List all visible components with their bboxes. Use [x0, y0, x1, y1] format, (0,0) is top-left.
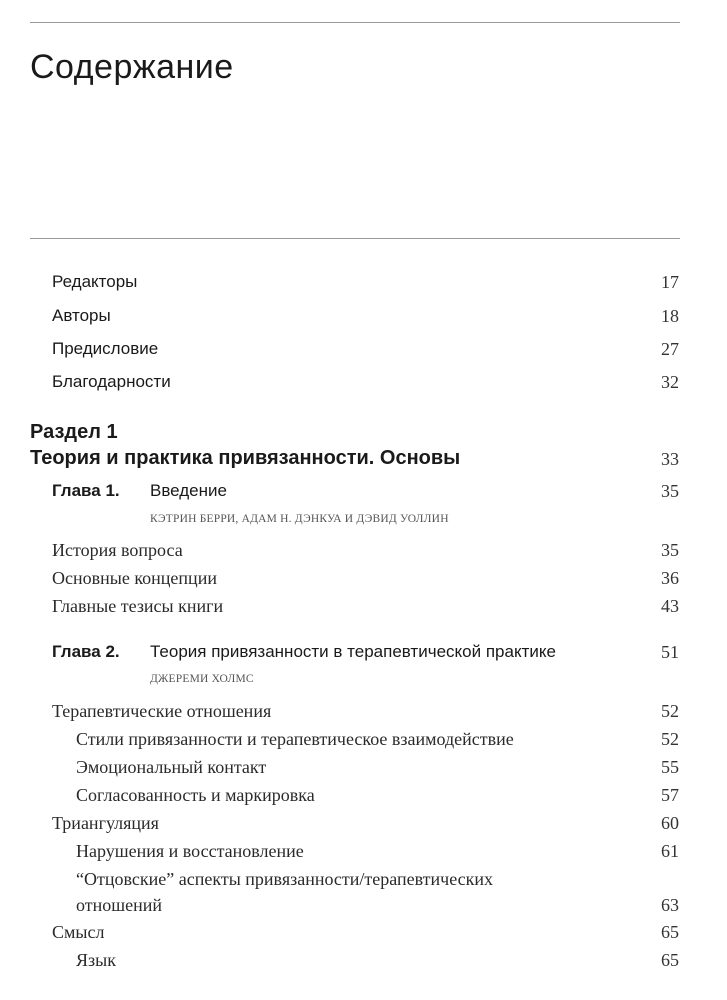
toc-page-number: 55: [661, 757, 679, 777]
toc-entry-title: Предисловие: [52, 339, 159, 358]
chapter-number: Глава 2.: [52, 642, 120, 661]
toc-entry-title: Триангуляция: [52, 813, 159, 833]
toc-page-number: 35: [661, 540, 679, 560]
toc-page-number: 61: [661, 841, 679, 861]
toc-entry-title-line1: “Отцовские” аспекты привязанности/терапевтических: [76, 869, 494, 889]
toc-entry-title: Эмоциональный контакт: [76, 757, 267, 777]
chapter-title: Введение: [150, 481, 227, 500]
section-title: Теория и практика привязанности. Основы: [30, 447, 461, 469]
toc-page-number: 51: [661, 642, 679, 662]
toc-page-number: 17: [661, 272, 679, 292]
toc-page-number: 60: [661, 813, 679, 833]
toc-page-number: 36: [661, 568, 679, 588]
section-label: Раздел 1: [30, 421, 118, 443]
toc-entry-title: Основные концепции: [52, 568, 217, 588]
toc-entry-title: Нарушения и восстановление: [76, 841, 304, 861]
toc-entry-title: Стили привязанности и терапевтическое взаимодействие: [76, 729, 514, 749]
toc-entry-title: Согласованность и маркировка: [76, 785, 315, 805]
toc-page-number: 27: [661, 339, 679, 359]
toc-page-number: 32: [661, 372, 679, 392]
page-title: Содержание: [30, 48, 234, 86]
toc-entry-title: Смысл: [52, 922, 105, 942]
toc-page-number: 43: [661, 596, 679, 616]
chapter-authors: ДЖЕРЕМИ ХОЛМС: [150, 673, 254, 685]
toc-entry-title: Авторы: [52, 306, 111, 325]
top-rule: [30, 22, 680, 23]
toc-page-number: 65: [661, 950, 679, 970]
chapter-title: Теория привязанности в терапевтической практике: [150, 642, 556, 661]
chapter-authors: КЭТРИН БЕРРИ, АДАМ Н. ДЭНКУА И ДЭВИД УОЛЛИН: [150, 513, 449, 525]
toc-entry-title-line2: отношений: [76, 895, 163, 915]
toc-page-number: 18: [661, 306, 679, 326]
toc-page-number: 33: [661, 449, 679, 469]
toc-entry-title: Терапевтические отношения: [52, 701, 272, 721]
toc-entry-title: Благодарности: [52, 372, 171, 391]
toc-page-number: 35: [661, 481, 679, 501]
divider-rule: [30, 238, 680, 239]
toc-entry-title: Редакторы: [52, 272, 138, 291]
toc-page-number: 57: [661, 785, 679, 805]
toc-entry-title: Главные тезисы книги: [52, 596, 224, 616]
toc-page-number: 63: [661, 895, 679, 915]
toc-page-number: 65: [661, 922, 679, 942]
toc-entry-title: История вопроса: [52, 540, 183, 560]
toc-page-number: 52: [661, 729, 679, 749]
toc-entry-title: Язык: [76, 950, 116, 970]
chapter-number: Глава 1.: [52, 481, 120, 500]
toc-page-number: 52: [661, 701, 679, 721]
